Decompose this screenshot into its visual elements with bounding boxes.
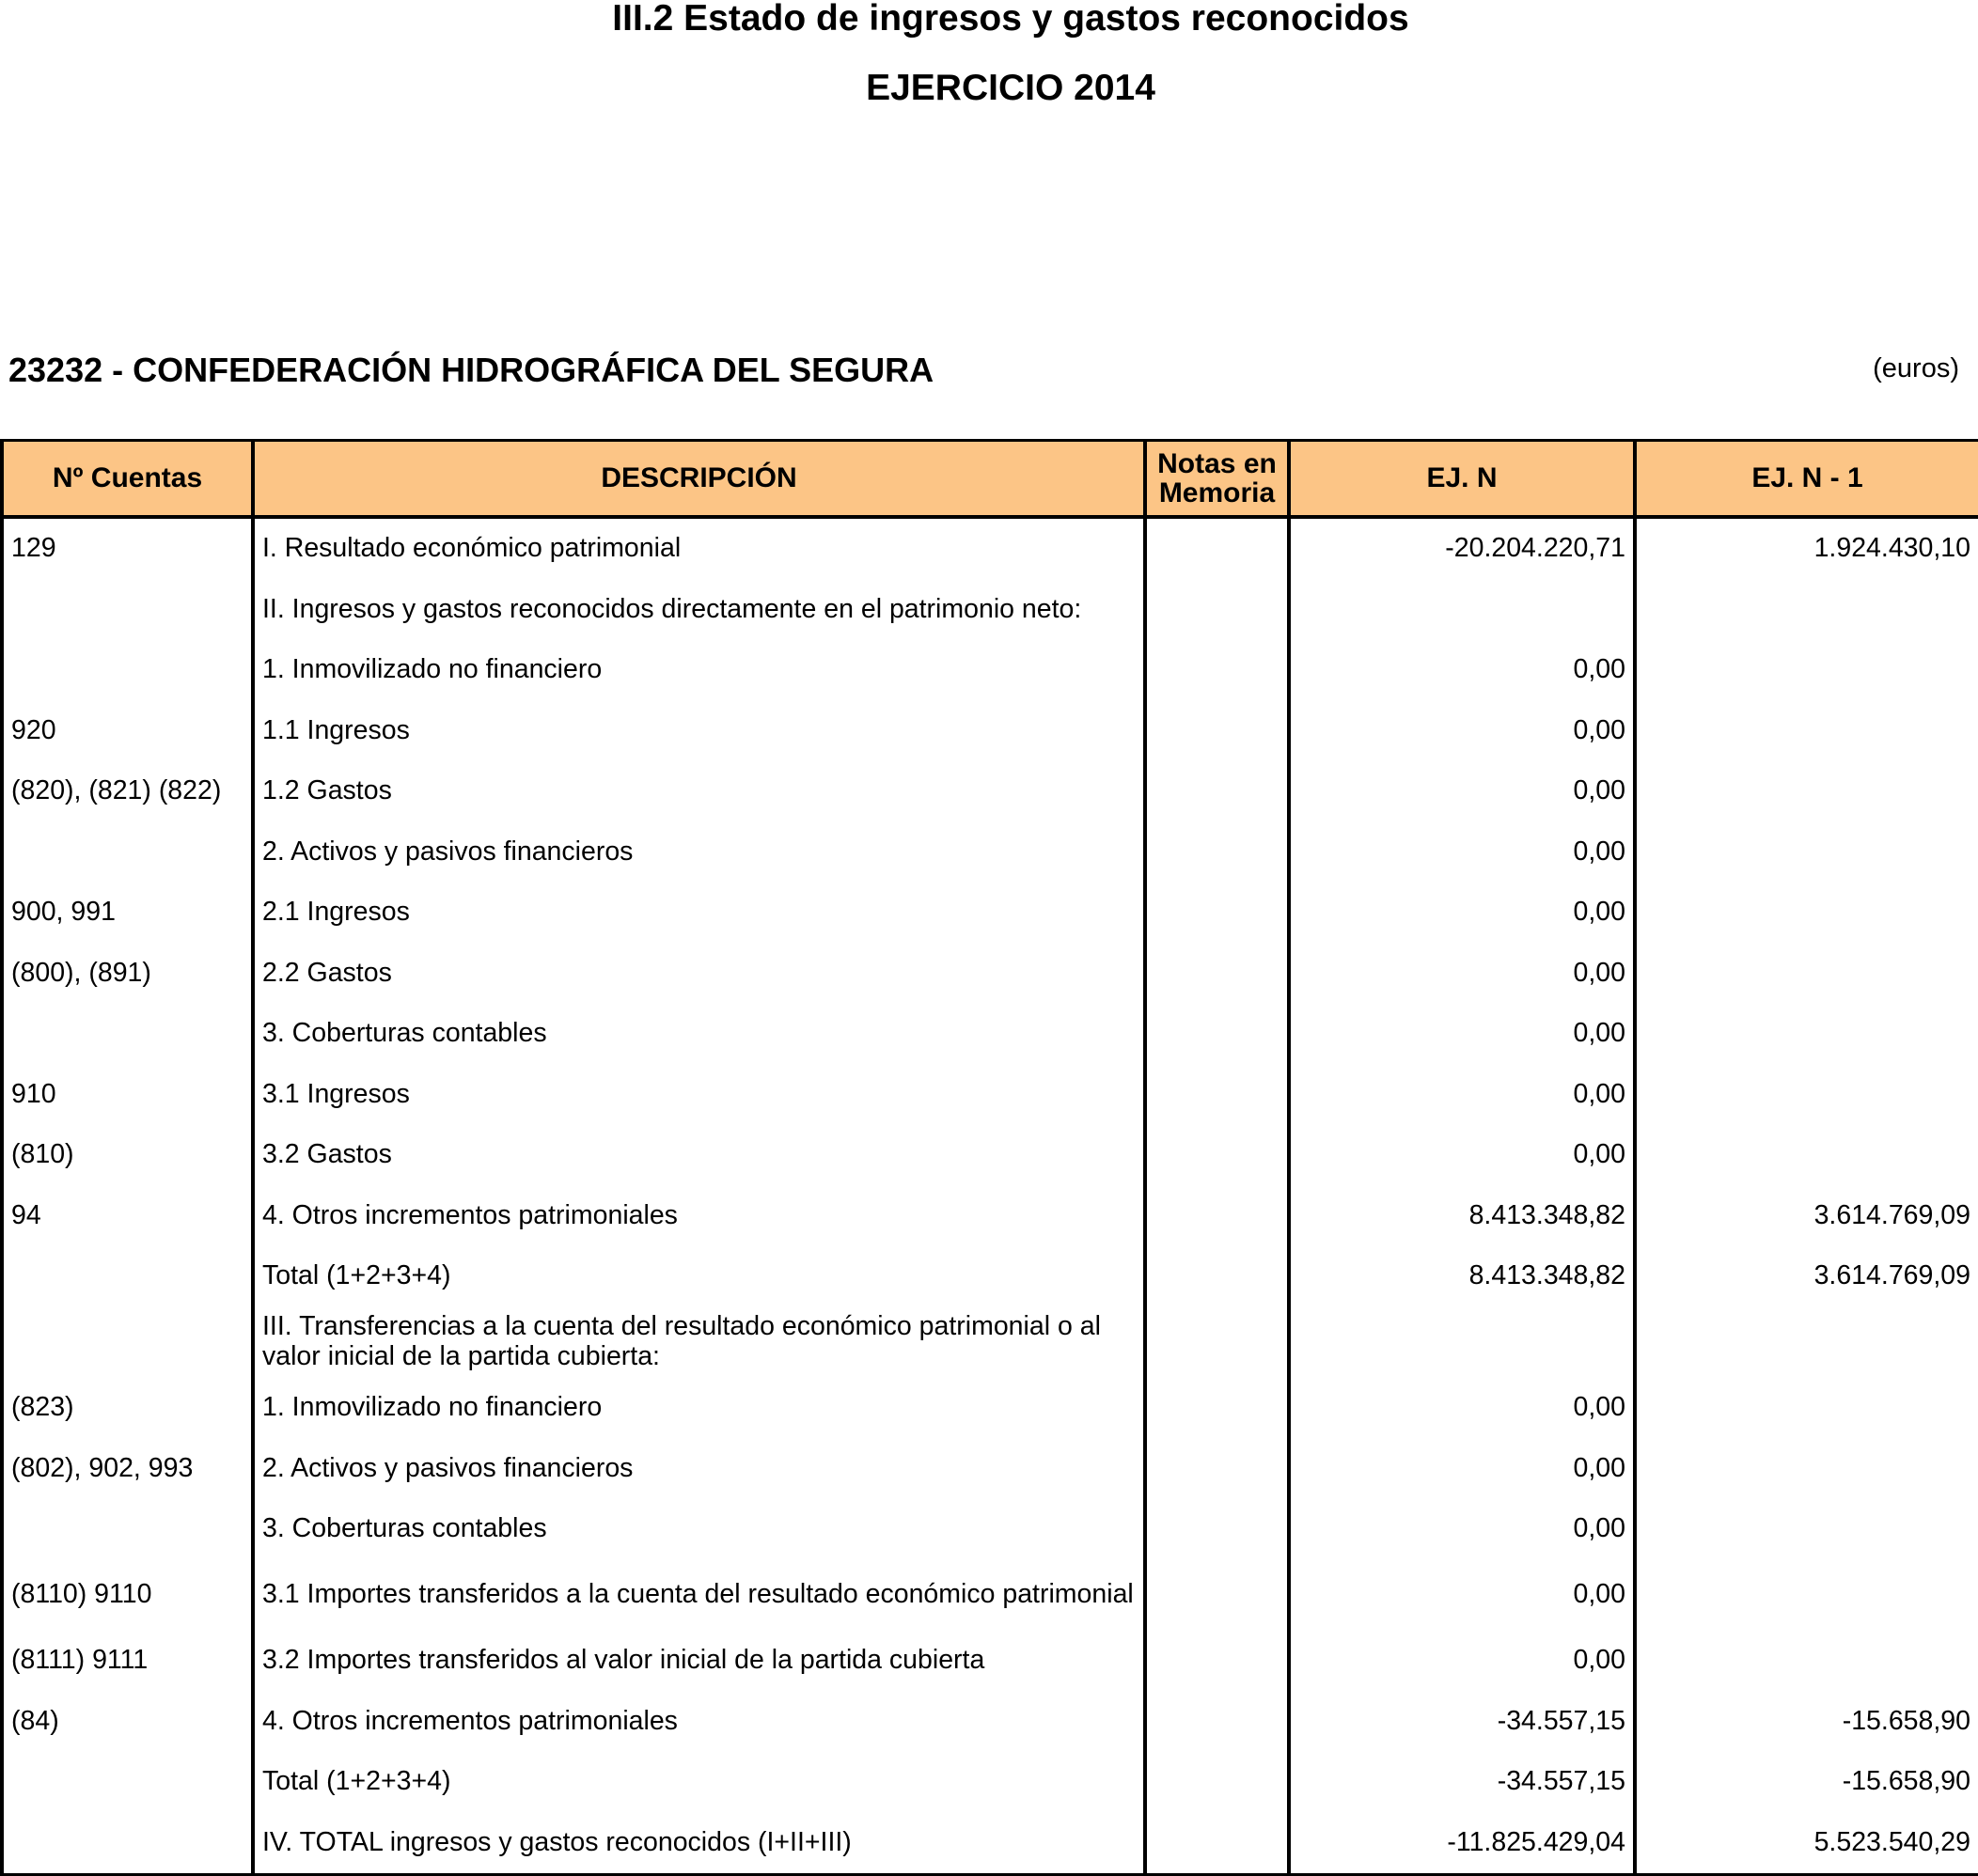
current-year-value: -11.825.429,04 <box>1289 1812 1635 1874</box>
account-cell <box>2 1306 253 1378</box>
table-row <box>2 700 1978 760</box>
table-row <box>2 580 1978 640</box>
previous-year-value: 5.523.540,29 <box>1635 1812 1978 1874</box>
account-cell: 910 <box>2 1064 253 1124</box>
description-cell: 3.1 Ingresos <box>253 1064 1145 1124</box>
account-cell: (802), 902, 993 <box>2 1438 253 1498</box>
description-cell: IV. TOTAL ingresos y gastos reconocidos (I+II+III) <box>253 1812 1145 1874</box>
description-cell: 1. Inmovilizado no financiero <box>253 640 1145 700</box>
notes-cell <box>1145 1631 1289 1691</box>
account-cell: (8110) 9110 <box>2 1559 253 1631</box>
description-cell: 3. Coberturas contables <box>253 1499 1145 1559</box>
table-row <box>2 1064 1978 1124</box>
table-row <box>2 761 1978 821</box>
current-year-value: 0,00 <box>1289 1631 1635 1691</box>
current-year-value: 0,00 <box>1289 1438 1635 1498</box>
account-cell <box>2 1752 253 1812</box>
table-row <box>2 1185 1978 1245</box>
current-year-value: 0,00 <box>1289 761 1635 821</box>
table-row <box>2 1691 1978 1751</box>
notes-cell <box>1145 1559 1289 1631</box>
column-header-notes: Notas en Memoria <box>1145 441 1289 518</box>
previous-year-value <box>1635 640 1978 700</box>
previous-year-value <box>1635 1631 1978 1691</box>
previous-year-value: 3.614.769,09 <box>1635 1246 1978 1306</box>
previous-year-value <box>1635 1378 1978 1438</box>
account-cell <box>2 640 253 700</box>
current-year-value: 0,00 <box>1289 700 1635 760</box>
notes-cell <box>1145 640 1289 700</box>
notes-cell <box>1145 700 1289 760</box>
notes-cell <box>1145 883 1289 943</box>
account-cell <box>2 1246 253 1306</box>
account-cell <box>2 821 253 882</box>
notes-cell <box>1145 1246 1289 1306</box>
table-row <box>2 1559 1978 1631</box>
previous-year-value <box>1635 1004 1978 1064</box>
account-cell: (820), (821) (822) <box>2 761 253 821</box>
previous-year-value: 3.614.769,09 <box>1635 1185 1978 1245</box>
table-row <box>2 1438 1978 1498</box>
notes-cell <box>1145 1306 1289 1378</box>
currency-unit: (euros) <box>1873 353 1959 383</box>
previous-year-value <box>1635 761 1978 821</box>
account-cell: (8111) 9111 <box>2 1631 253 1691</box>
current-year-value: 0,00 <box>1289 1064 1635 1124</box>
previous-year-value <box>1635 1499 1978 1559</box>
description-cell: 2.2 Gastos <box>253 943 1145 1003</box>
account-cell: (810) <box>2 1125 253 1185</box>
table-row <box>2 1499 1978 1559</box>
notes-cell <box>1145 1064 1289 1124</box>
current-year-value: 0,00 <box>1289 1378 1635 1438</box>
previous-year-value <box>1635 883 1978 943</box>
notes-cell <box>1145 761 1289 821</box>
current-year-value: 0,00 <box>1289 640 1635 700</box>
previous-year-value <box>1635 1559 1978 1631</box>
description-cell: 1.1 Ingresos <box>253 700 1145 760</box>
current-year-value: 0,00 <box>1289 1559 1635 1631</box>
fiscal-year-subtitle: EJERCICIO 2014 <box>866 68 1155 108</box>
description-cell: 2.1 Ingresos <box>253 883 1145 943</box>
table-row <box>2 1631 1978 1691</box>
account-cell: (823) <box>2 1378 253 1438</box>
description-cell: 2. Activos y pasivos financieros <box>253 1438 1145 1498</box>
table-row <box>2 1004 1978 1064</box>
column-header-accounts: Nº Cuentas <box>2 441 253 518</box>
table-row <box>2 821 1978 882</box>
notes-cell <box>1145 1499 1289 1559</box>
notes-cell <box>1145 1185 1289 1245</box>
account-cell: (800), (891) <box>2 943 253 1003</box>
table-row <box>2 1378 1978 1438</box>
notes-cell <box>1145 517 1289 580</box>
account-cell: 129 <box>2 517 253 580</box>
account-cell <box>2 580 253 640</box>
page-title: III.2 Estado de ingresos y gastos reconocidos <box>612 0 1409 39</box>
description-cell: II. Ingresos y gastos reconocidos directamente en el patrimonio neto: <box>253 580 1145 640</box>
account-cell <box>2 1499 253 1559</box>
description-cell: 3.1 Importes transferidos a la cuenta del resultado económico patrimonial <box>253 1559 1145 1631</box>
notes-cell <box>1145 1438 1289 1498</box>
current-year-value: 0,00 <box>1289 943 1635 1003</box>
current-year-value: -34.557,15 <box>1289 1691 1635 1751</box>
current-year-value: 8.413.348,82 <box>1289 1185 1635 1245</box>
account-cell: 920 <box>2 700 253 760</box>
previous-year-value <box>1635 580 1978 640</box>
current-year-value: 0,00 <box>1289 821 1635 882</box>
previous-year-value <box>1635 700 1978 760</box>
entity-name: 23232 - CONFEDERACIÓN HIDROGRÁFICA DEL SEGURA <box>8 351 934 389</box>
description-cell: 3. Coberturas contables <box>253 1004 1145 1064</box>
table-header-row <box>2 441 1978 518</box>
table-body <box>2 517 1978 1875</box>
previous-year-value <box>1635 1125 1978 1185</box>
table-row <box>2 1125 1978 1185</box>
description-cell: 3.2 Gastos <box>253 1125 1145 1185</box>
column-header-current-year: EJ. N <box>1289 441 1635 518</box>
column-header-previous-year: EJ. N - 1 <box>1635 441 1978 518</box>
income-expense-table <box>0 439 1978 1876</box>
account-cell <box>2 1004 253 1064</box>
account-cell: 900, 991 <box>2 883 253 943</box>
current-year-value: 0,00 <box>1289 1004 1635 1064</box>
notes-cell <box>1145 580 1289 640</box>
account-cell <box>2 1812 253 1874</box>
current-year-value: -34.557,15 <box>1289 1752 1635 1812</box>
previous-year-value <box>1635 1064 1978 1124</box>
notes-cell <box>1145 1004 1289 1064</box>
current-year-value: 0,00 <box>1289 1125 1635 1185</box>
current-year-value: 8.413.348,82 <box>1289 1246 1635 1306</box>
previous-year-value: 1.924.430,10 <box>1635 517 1978 580</box>
description-cell: 4. Otros incrementos patrimoniales <box>253 1185 1145 1245</box>
current-year-value: 0,00 <box>1289 1499 1635 1559</box>
description-cell: 2. Activos y pasivos financieros <box>253 821 1145 882</box>
description-cell: III. Transferencias a la cuenta del resultado económico patrimonial o al valor inicial de la partida cubierta: <box>253 1306 1145 1378</box>
current-year-value <box>1289 580 1635 640</box>
description-cell: Total (1+2+3+4) <box>253 1246 1145 1306</box>
previous-year-value: -15.658,90 <box>1635 1752 1978 1812</box>
previous-year-value <box>1635 821 1978 882</box>
notes-cell <box>1145 1812 1289 1874</box>
previous-year-value: -15.658,90 <box>1635 1691 1978 1751</box>
description-cell: Total (1+2+3+4) <box>253 1752 1145 1812</box>
table-row <box>2 640 1978 700</box>
description-cell: 4. Otros incrementos patrimoniales <box>253 1691 1145 1751</box>
current-year-value: 0,00 <box>1289 883 1635 943</box>
previous-year-value <box>1635 1438 1978 1498</box>
current-year-value: -20.204.220,71 <box>1289 517 1635 580</box>
notes-cell <box>1145 1691 1289 1751</box>
notes-cell <box>1145 943 1289 1003</box>
table-row <box>2 943 1978 1003</box>
description-cell: 3.2 Importes transferidos al valor inicial de la partida cubierta <box>253 1631 1145 1691</box>
notes-cell <box>1145 821 1289 882</box>
table-row <box>2 1246 1978 1306</box>
notes-cell <box>1145 1125 1289 1185</box>
table-row <box>2 1812 1978 1874</box>
table-row <box>2 1752 1978 1812</box>
account-cell: (84) <box>2 1691 253 1751</box>
notes-cell <box>1145 1378 1289 1438</box>
column-header-description: DESCRIPCIÓN <box>253 441 1145 518</box>
notes-cell <box>1145 1752 1289 1812</box>
description-cell: I. Resultado económico patrimonial <box>253 517 1145 580</box>
previous-year-value <box>1635 1306 1978 1378</box>
description-cell: 1. Inmovilizado no financiero <box>253 1378 1145 1438</box>
current-year-value <box>1289 1306 1635 1378</box>
table-row <box>2 517 1978 580</box>
table-row <box>2 1306 1978 1378</box>
previous-year-value <box>1635 943 1978 1003</box>
account-cell: 94 <box>2 1185 253 1245</box>
table-row <box>2 883 1978 943</box>
description-cell: 1.2 Gastos <box>253 761 1145 821</box>
